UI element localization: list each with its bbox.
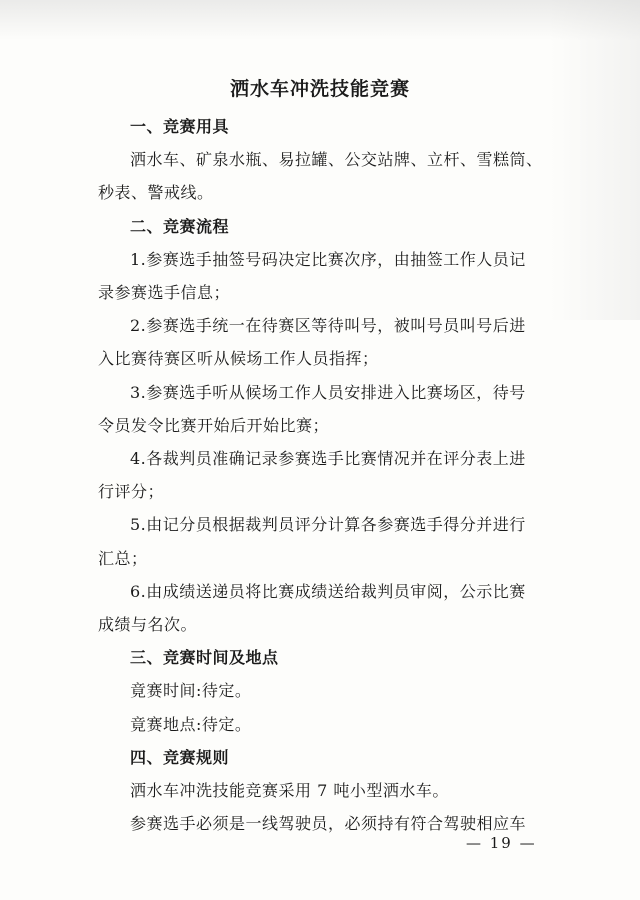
- section-heading-tools: 一、竞赛用具: [130, 117, 230, 136]
- rules-line-1: 洒水车冲洗技能竞赛采用 7 吨小型洒水车。: [130, 781, 449, 801]
- scan-bleed-top: [0, 0, 640, 40]
- scan-bleed-right: [550, 0, 640, 320]
- process-step-1-line-1: 1.参赛选手抽签号码决定比赛次序，由抽签工作人员记: [130, 249, 526, 269]
- paragraph-line: 洒水车、矿泉水瓶、易拉罐、公交站牌、立杆、雪糕筒、: [130, 150, 543, 170]
- rules-line-2: 参赛选手必须是一线驾驶员，必须持有符合驾驶相应车: [130, 814, 527, 834]
- competition-time: 竟赛时间:待定。: [130, 681, 252, 701]
- process-step-5-line-2: 汇总；: [98, 548, 148, 568]
- process-step-4-line-1: 4.各裁判员准确记录参赛选手比赛情况并在评分表上进: [130, 449, 526, 469]
- process-step-6-line-2: 成绩与名次。: [98, 615, 198, 635]
- document-body: [98, 110, 546, 840]
- process-step-2-line-2: 入比赛待赛区听从候场工作人员指挥；: [98, 349, 379, 369]
- section-heading-process: 二、竞赛流程: [130, 216, 230, 236]
- section-heading-rules: 四、竞赛规则: [130, 747, 230, 767]
- competition-place: 竟赛地点:待定。: [130, 714, 252, 734]
- process-step-3-line-1: 3.参赛选手听从候场工作人员安排进入比赛场区，待号: [130, 382, 526, 402]
- process-step-3-line-2: 令员发令比赛开始后开始比赛；: [98, 415, 330, 435]
- section-heading-time-place: 三、竞赛时间及地点: [130, 648, 279, 668]
- process-step-5-line-1: 5.由记分员根据裁判员评分计算各参赛选手得分并进行: [130, 515, 526, 535]
- process-step-6-line-1: 6.由成绩送递员将比赛成绩送给裁判员审阅，公示比赛: [130, 581, 526, 601]
- process-step-1-line-2: 录参赛选手信息；: [98, 283, 231, 303]
- process-step-2-line-1: 2.参赛选手统一在待赛区等待叫号，被叫号员叫号后进: [130, 316, 526, 336]
- document-title: 洒水车冲洗技能竞赛: [229, 78, 410, 100]
- paragraph-line: 秒表、警戒线。: [98, 183, 214, 203]
- page-number: — 19 —: [466, 834, 537, 852]
- process-step-4-line-2: 行评分；: [98, 482, 165, 502]
